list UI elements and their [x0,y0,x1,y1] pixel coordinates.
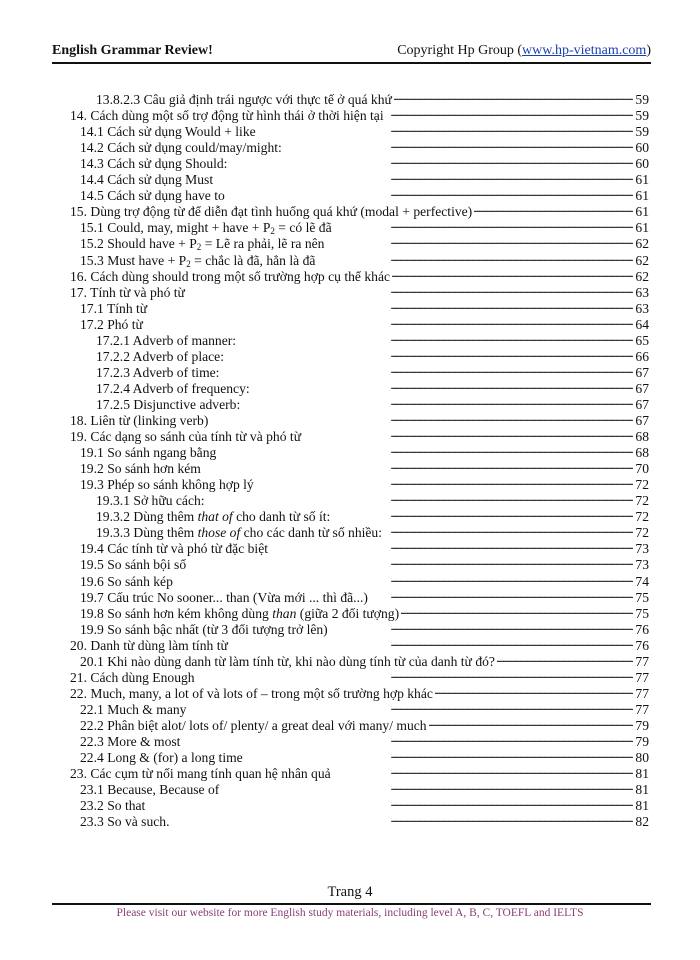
dot-leader [147,794,633,810]
toc-page-number: 75 [635,605,649,621]
toc-page-number: 64 [635,316,649,332]
toc-page-number: 73 [635,541,649,557]
toc-title-segment: 14.4 Cách sử dụng Must [80,172,214,188]
toc-page-number: 73 [635,557,649,573]
toc-title-segment: 17.1 Tính từ [80,300,148,316]
toc-title-segment: 17.2.3 Adverb of time: [96,364,220,380]
dot-leader [187,281,633,297]
toc-entry[interactable] [80,297,649,316]
dot-leader [474,200,633,216]
toc-page-number: 77 [635,701,649,717]
toc-page-number: 63 [635,284,649,300]
toc-entry[interactable] [96,361,649,380]
dot-leader [303,425,633,441]
toc-entry[interactable] [96,345,649,364]
toc-entry[interactable] [70,682,649,701]
toc-title-segment: 22.4 Long & (for) a long time [80,750,243,766]
dot-leader [435,682,633,698]
toc-title-segment: 19.5 So sánh bội số [80,557,187,573]
toc-page-number: 77 [635,653,649,669]
toc-entry-title [80,814,170,830]
toc-title-segment: 19.9 So sánh bậc nhất (từ 3 đối tượng trở lên) [80,621,328,637]
dot-leader [258,120,634,136]
toc-title-segment: 19.3.1 Sở hữu cách: [96,493,205,509]
toc-title-segment: 14. Cách dùng một số trợ động từ hình thái ở thời hiện tại [70,108,384,124]
toc-title-segment: 17.2.1 Adverb of manner: [96,332,237,348]
toc-title-segment: 22. Much, many, a lot of và lots of – trong một số trường hợp khác [70,685,433,701]
toc-entry[interactable] [80,794,649,814]
toc-title-segment: 19.7 Cấu trúc No sooner... than (Vừa mới ... thì đã...) [80,589,368,605]
toc-page-number: 62 [635,252,649,268]
toc-page-number: 67 [635,380,649,396]
toc-entry[interactable] [80,313,649,332]
toc-title-segment: 19.6 So sánh kép [80,573,173,589]
toc-page-number: 61 [635,220,649,236]
toc-title-segment: 23.3 So và such. [80,814,170,830]
toc-page-number: 62 [635,268,649,284]
toc-page-number: 72 [635,525,649,541]
toc-entry[interactable] [96,377,649,396]
toc-title-segment: 22.1 Much & many [80,701,187,717]
toc-title-segment: 22.3 More & most [80,734,181,749]
toc-page-number: 60 [635,156,649,172]
toc-title-segment: 19.3 Phép so sánh không hợp lý [80,477,254,493]
footer-note: Please visit our website for more English study materials, including level A, B, C, TOEFL and IELTS [116,907,584,919]
toc-page-number: 61 [635,204,649,220]
toc-title-segment: 17.2.4 Adverb of frequency: [96,380,250,396]
toc-page-number: 80 [635,750,649,766]
toc-page-number: 77 [635,685,649,701]
header-title: English Grammar Review! [52,43,213,58]
toc-entry[interactable] [80,168,649,188]
copyright-prefix: Copyright Hp Group ( [397,43,523,58]
dot-leader [330,618,634,634]
toc-title-segment: 14.2 Cách sử dụng could/may/might: [80,140,282,156]
toc-page-number: 61 [635,188,649,204]
dot-leader [210,409,633,425]
toc-entry[interactable] [80,714,649,733]
dot-leader [334,216,634,232]
toc-title-segment: 18. Liên từ (linking verb) [70,413,209,428]
toc-entry[interactable] [70,425,649,445]
toc-page-number: 75 [635,589,649,605]
toc-title-segment: 19.3.3 Dùng thêm [96,525,198,541]
toc-title-segment: 22.2 Phân biệt alot/ lots of/ plenty/ a great deal với many/ much [80,717,427,733]
toc-entry[interactable] [80,618,649,637]
toc-title-segment: = Lẽ ra phải, lẽ ra nên [201,236,325,252]
dot-leader [284,136,634,152]
page-number: Trang 4 [327,884,373,900]
dot-leader [175,570,634,586]
toc-title-segment: 19.8 So sánh hơn kém không dùng [80,605,273,621]
toc-entry[interactable] [70,409,649,428]
toc-title-segment: 15. Dùng trợ động từ để diễn đạt tình huống quá khứ (modal + perfective) [70,204,473,220]
toc-page-number: 76 [635,637,649,653]
toc-title-segment: = có lẽ đã [274,220,332,236]
dot-leader [333,762,634,778]
dot-leader [270,537,633,553]
toc-entry[interactable] [70,634,649,653]
toc-title-segment: 15.3 Must have + P [80,252,187,268]
toc-title-segment: 2 [270,226,275,237]
toc-entry[interactable] [70,281,649,300]
toc-title-segment: 14.5 Cách sử dụng have to [80,188,225,204]
dot-leader [230,634,634,650]
dot-leader [227,184,634,200]
dot-leader [149,297,633,313]
toc-entry[interactable] [70,200,649,220]
toc-entry[interactable] [80,249,649,269]
dot-leader [215,168,633,184]
toc-entry[interactable] [80,136,649,156]
toc-page-number: 59 [635,108,649,124]
toc-entry[interactable] [80,457,649,477]
toc-page-number: 72 [635,509,649,525]
dot-leader [317,249,633,265]
toc-title-segment: 17. Tính từ và phó từ [70,284,185,300]
toc-entry[interactable] [80,473,649,493]
toc-entry[interactable] [80,778,649,798]
toc-page-number: 81 [635,782,649,798]
toc-title-segment: 14.3 Cách sử dụng Should: [80,156,228,172]
dot-leader [229,152,633,168]
copyright-suffix: ) [646,43,651,58]
toc-title-segment: 19.2 So sánh hơn kém [80,461,201,477]
toc-title-segment: 17.2.2 Adverb of place: [96,348,224,364]
toc-entry[interactable] [96,329,649,348]
toc-title-segment: 14.1 Cách sử dụng Would + like [80,124,256,140]
dot-leader [401,602,633,618]
dot-leader [238,329,633,345]
website-link[interactable]: www.hp-vietnam.com [522,43,647,58]
toc-entry[interactable] [80,441,649,461]
toc-entry[interactable] [80,120,649,140]
toc-entry[interactable] [70,265,649,284]
toc-entry[interactable] [80,602,649,621]
toc-entry[interactable] [80,730,649,749]
dot-leader [429,714,634,730]
toc-entry[interactable] [96,88,649,107]
dot-leader [188,698,633,714]
toc-page-number: 79 [635,717,649,733]
dot-leader [392,265,633,281]
dot-leader [242,393,633,409]
toc-page-number: 81 [635,798,649,814]
toc-page-number: 62 [635,236,649,252]
toc-entry[interactable] [80,810,649,830]
toc-title-segment: 2 [186,258,191,269]
toc-page-number: 61 [635,172,649,188]
dot-leader [221,361,633,377]
toc-entry[interactable] [80,152,649,172]
toc-page-number: 63 [635,300,649,316]
header-copyright [397,43,651,59]
toc-title-segment: 15.1 Could, may, might + have + P [80,220,271,236]
dot-leader [172,810,634,826]
toc-entry[interactable] [80,184,649,204]
footer-divider [52,903,651,905]
dot-leader [203,457,634,473]
dot-leader [221,778,633,794]
toc-page-number: 81 [635,766,649,782]
toc-entry[interactable] [80,698,649,717]
toc-page-number: 72 [635,477,649,493]
toc-title-segment: cho danh từ số ít: [232,509,331,525]
toc-title-segment: 17.2.5 Disjunctive adverb: [96,396,241,412]
toc-page-number: 65 [635,332,649,348]
toc-title-segment: 2 [196,242,202,253]
dot-leader [182,730,633,746]
dot-leader [218,441,633,457]
toc-entry[interactable] [80,586,649,605]
dot-leader [386,104,634,120]
toc-entry[interactable] [96,489,649,509]
toc-title-segment: 20.1 Khi nào dùng danh từ làm tính từ, khi nào dùng tính từ của danh từ đó? [80,653,495,669]
toc-page-number: 76 [635,621,649,637]
toc-title-segment: 19. Các dạng so sánh của tính từ và phó từ [70,429,302,445]
toc-entry[interactable] [80,650,649,669]
dot-leader [145,313,634,329]
toc-page-number: 82 [635,814,649,830]
dot-leader [256,473,634,489]
toc-entry[interactable] [80,746,649,766]
toc-page-number: 67 [635,396,649,412]
toc-title-segment: 23. Các cụm từ nối mang tính quan hệ nhân quả [70,766,331,782]
toc-title-segment: 19.4 Các tính từ và phó từ đặc biệt [80,541,269,557]
toc-title-segment: 17.2 Phó từ [80,316,143,332]
dot-leader [497,650,633,666]
toc-title-segment: (giữa 2 đối tượng) [296,605,400,621]
toc-page-number: 66 [635,348,649,364]
toc-page-number: 60 [635,140,649,156]
toc-page-number: 74 [635,573,649,589]
toc-page-number: 72 [635,493,649,509]
toc-entry[interactable] [96,393,649,412]
toc-title-segment: 23.2 So that [80,798,146,814]
dot-leader [384,521,633,537]
dot-leader [226,345,633,361]
toc-entry[interactable] [96,505,649,525]
page-header [52,40,651,64]
dot-leader [326,232,633,248]
toc-page-number: 67 [635,364,649,380]
toc-title-segment: 21. Cách dùng Enough [70,669,195,685]
toc-entry[interactable] [70,762,649,782]
dot-leader [245,746,634,762]
toc-page-number: 79 [635,734,649,749]
toc-title-segment: those of [197,525,241,541]
toc-page-number: 70 [635,461,649,477]
toc-title-segment: 19.3.2 Dùng thêm [96,509,198,525]
toc-page-number: 68 [635,445,649,461]
toc-entry[interactable] [80,553,649,573]
toc-title-segment: than [272,605,297,621]
dot-leader [332,505,633,521]
toc-entry[interactable] [70,104,649,124]
toc-entry[interactable] [80,232,649,253]
toc-title-segment: 13.8.2.3 Câu giả định trái ngược với thực tế ở quá khứ [96,92,392,107]
toc-entry[interactable] [70,666,649,685]
toc-title-segment: 20. Danh từ dùng làm tính từ [70,637,228,653]
toc-entry[interactable] [80,570,649,589]
toc-title-segment: cho các danh từ số nhiều: [240,525,383,541]
toc-page-number: 59 [635,92,649,107]
toc-title-segment: 16. Cách dùng should trong một số trường hợp cụ thể khác [70,268,391,284]
toc-title-segment: 15.2 Should have + P [80,236,197,252]
toc-entry[interactable] [80,216,649,237]
toc-page-number: 68 [635,429,649,445]
dot-leader [197,666,634,682]
toc-page-number: 59 [635,124,649,140]
toc-title-segment: 23.1 Because, Because of [80,782,220,798]
dot-leader [370,586,634,602]
dot-leader [252,377,634,393]
toc-title-segment: = chắc là đã, hẳn là đã [190,252,316,268]
toc-entry[interactable] [96,521,649,541]
toc-title-segment: that of [197,509,233,525]
dot-leader [207,489,634,505]
toc-page-number: 77 [635,669,649,685]
toc-page-number: 67 [635,413,649,428]
dot-leader [188,553,633,569]
toc-title-segment: 19.1 So sánh ngang bằng [80,445,217,461]
dot-leader [394,88,634,104]
toc-entry[interactable] [80,537,649,557]
